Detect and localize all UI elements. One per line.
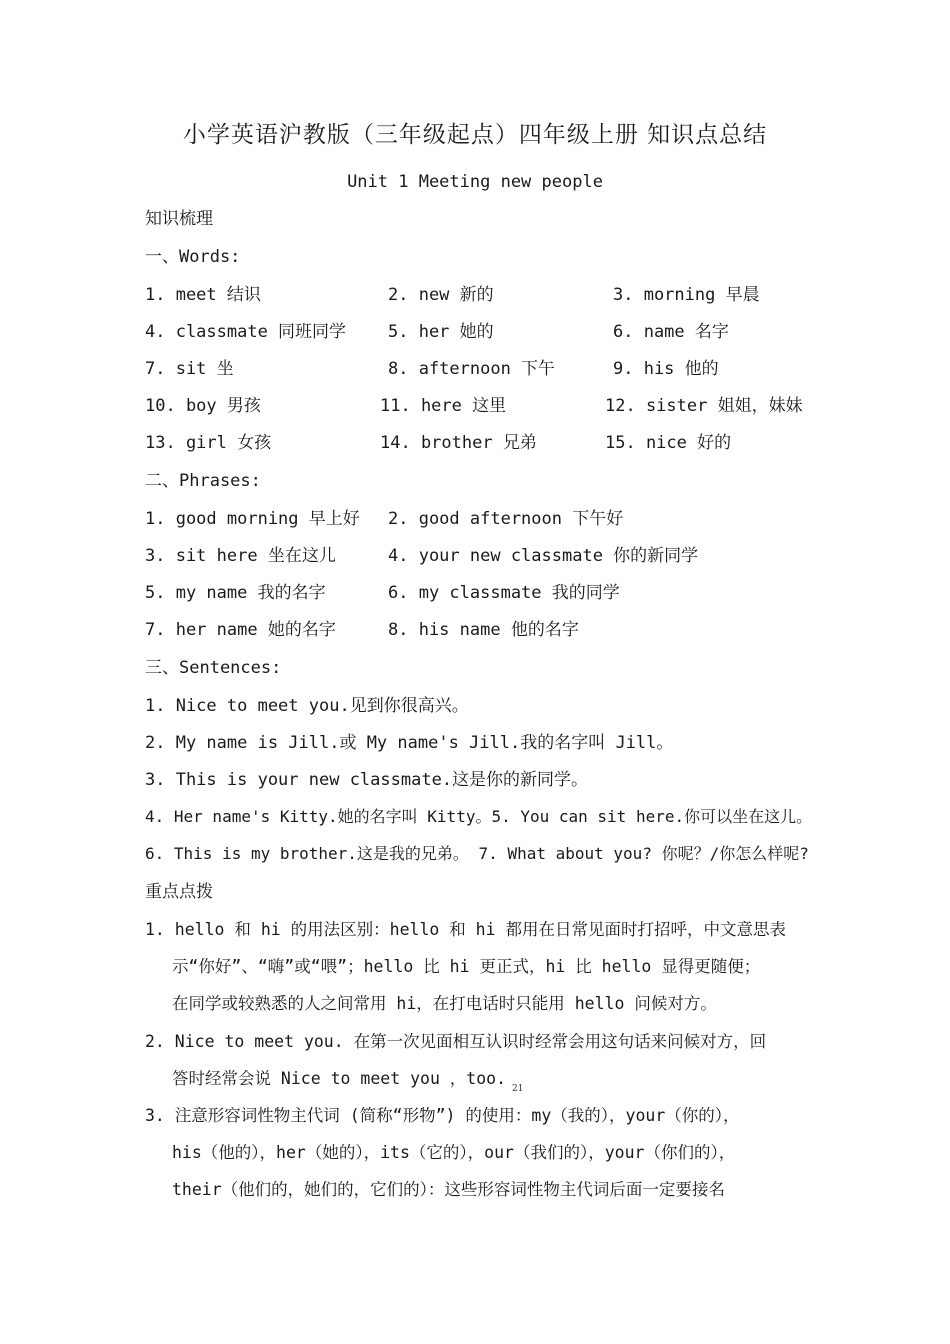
key-point-line: his（他的），her（她的），its（它的），our（我们的），your（你们的）， xyxy=(172,1143,736,1162)
sentence-item: 6. This is my brother.这是我的兄弟。 7. What about you? 你呢？/你怎么样呢? xyxy=(145,844,809,863)
word-item: 15. nice 好的 xyxy=(605,433,732,453)
phrase-item: 4. your new classmate 你的新同学 xyxy=(388,546,699,566)
phrase-item: 8. his name 他的名字 xyxy=(388,620,579,640)
key-point-line: 示“你好”、“嗨”或“喂”；hello 比 hi 更正式，hi 比 hello 显得更随便； xyxy=(172,957,761,976)
words-heading: 一、Words: xyxy=(145,247,241,267)
key-point-line: 答时经常会说 Nice to meet you ，too. xyxy=(172,1069,507,1088)
phrase-item: 6. my classmate 我的同学 xyxy=(388,583,620,603)
word-item: 5. her 她的 xyxy=(388,322,494,342)
phrase-item: 1. good morning 早上好 xyxy=(145,509,360,529)
word-item: 10. boy 男孩 xyxy=(145,396,261,416)
key-point-line: 1. hello 和 hi 的用法区别：hello 和 hi 都用在日常见面时打招呼，中文意思表 xyxy=(145,920,786,939)
word-item: 3. morning 早晨 xyxy=(613,285,760,305)
phrase-item: 7. her name 她的名字 xyxy=(145,620,336,640)
word-item: 7. sit 坐 xyxy=(145,359,234,379)
key-point-line: 2. Nice to meet you. 在第一次见面相互认识时经常会用这句话来问候对方，回 xyxy=(145,1032,767,1051)
word-item: 2. new 新的 xyxy=(388,285,494,305)
sentence-item: 3. This is your new classmate.这是你的新同学。 xyxy=(145,770,589,790)
phrase-item: 2. good afternoon 下午好 xyxy=(388,509,624,529)
word-item: 9. his 他的 xyxy=(613,359,719,379)
key-points-heading: 重点点拨 xyxy=(145,882,213,902)
word-item: 4. classmate 同班同学 xyxy=(145,322,347,342)
page-number: 21 xyxy=(512,1084,524,1094)
word-item: 13. girl 女孩 xyxy=(145,433,272,453)
word-item: 1. meet 结识 xyxy=(145,285,261,305)
sentences-heading: 三、Sentences: xyxy=(145,658,282,678)
key-point-line: 在同学或较熟悉的人之间常用 hi，在打电话时只能用 hello 问候对方。 xyxy=(172,994,717,1013)
phrase-item: 3. sit here 坐在这儿 xyxy=(145,546,336,566)
word-item: 6. name 名字 xyxy=(613,322,729,342)
phrases-heading: 二、Phrases: xyxy=(145,471,261,491)
word-item: 8. afternoon 下午 xyxy=(388,359,556,379)
phrase-item: 5. my name 我的名字 xyxy=(145,583,326,603)
sentence-item: 2. My name is Jill.或 My name's Jill.我的名字叫 Jill。 xyxy=(145,733,674,753)
word-item: 14. brother 兄弟 xyxy=(380,433,537,453)
sentence-item: 4. Her name's Kitty.她的名字叫 Kitty。5. You can sit here.你可以坐在这儿。 xyxy=(145,807,813,826)
unit-title: Unit 1 Meeting new people xyxy=(347,172,603,192)
document-title: 小学英语沪教版（三年级起点）四年级上册 知识点总结 xyxy=(182,122,768,148)
key-point-line: their（他们的，她们的，它们的）：这些形容词性物主代词后面一定要接名 xyxy=(172,1180,725,1199)
key-point-line: 3. 注意形容词性物主代词 (简称“形物”) 的使用：my（我的），your（你的）， xyxy=(145,1106,740,1125)
word-item: 12. sister 姐姐，妹妹 xyxy=(605,396,803,416)
word-item: 11. here 这里 xyxy=(380,396,507,416)
section-heading-review: 知识梳理 xyxy=(145,209,213,229)
sentence-item: 1. Nice to meet you.见到你很高兴。 xyxy=(145,696,469,716)
